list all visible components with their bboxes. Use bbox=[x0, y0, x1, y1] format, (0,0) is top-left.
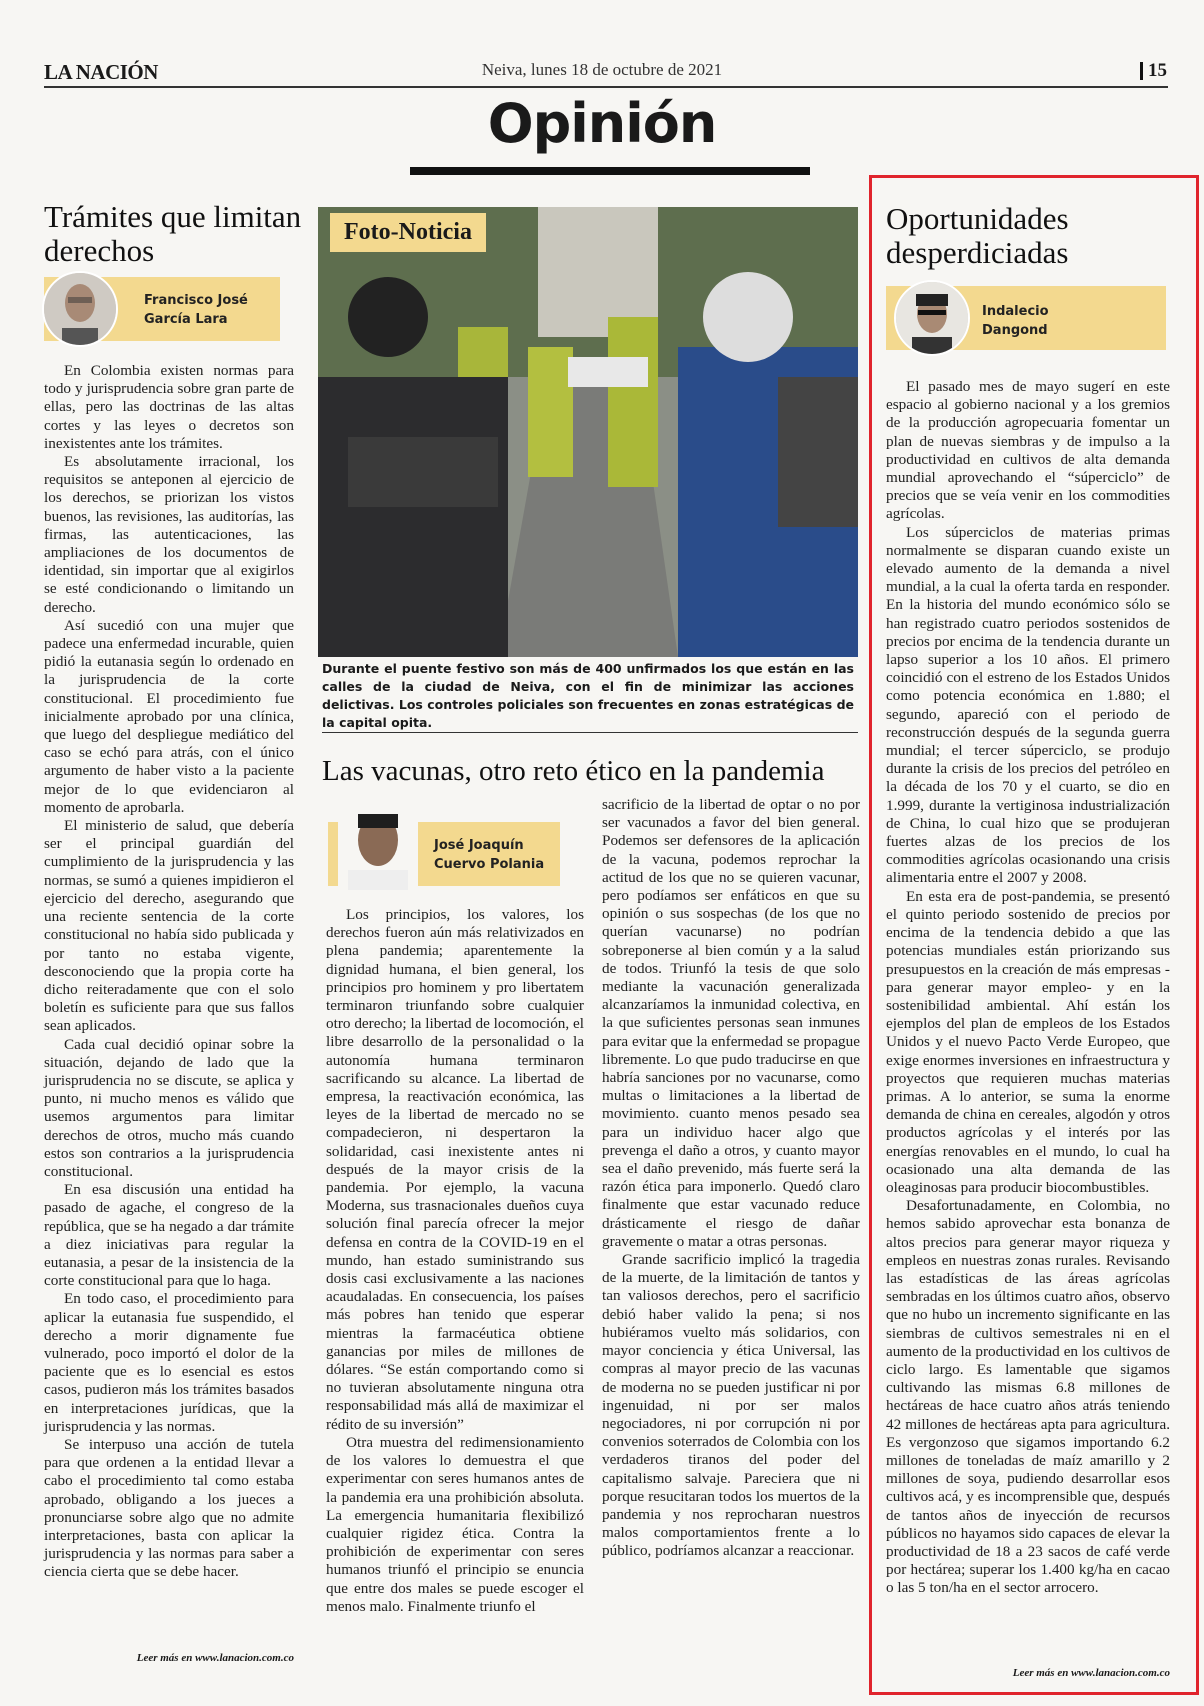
section-title: Opinión bbox=[487, 92, 717, 155]
header-rule bbox=[44, 86, 1168, 88]
right-article-title: Oportunidades desperdiciadas bbox=[886, 201, 1069, 270]
left-author-box bbox=[44, 277, 280, 341]
left-article-body bbox=[44, 362, 294, 1582]
left-article-title: Trámites que limitan derechos bbox=[44, 199, 302, 268]
middle-author-avatar bbox=[338, 804, 418, 890]
paragraph: sacrificio de la libertad de optar o no por ser vacunados a favor del bien general. Podemos ser defensores de la aplicación de la vacuna, podemos reprochar la actitud de los que no se quieren vacunar, pero podíamos ser enfáticos en que su opinión o sus sospechas (de los que no querían vacunarse) no podrían sobreponerse al bien común y a la salud de todos. Triunfó la tesis de que solo mediante la vacunación generalizada alcanzaríamos la inmunidad colectiva, en la que suficientes personas sean inmunes para evitar que la enfermedad se propague libremente. Lo que pudo traducirse en que habría sanciones por no vacunarse, como multas o limitaciones a la libertad de movimiento. cuanto menos pesado sea para un individuo hacer algo que prevenga el daño a otros, y cuanto mayor sea el daño prevenido, más fuerte será la razón ética para imponerlo. Quedó claro finalmente que estar vacunado reduce drásticamente el riesgo de dañar gravemente o matar a otras personas. bbox=[602, 796, 860, 1250]
news-photo bbox=[318, 207, 858, 657]
paragraph: Otra muestra del redimensionamiento de los valores lo demuestra el que experimentar con seres humanos antes de la pandemia era una prohibición absoluta. La emergencia humanitaria flexibilizó cualquier rigidez ética. Contra la prohibición de experimentar con seres humanos triunfó el principio se enuncia que entre dos males se puede escoger el menos malo. Finalmente triunfo el bbox=[326, 1433, 584, 1615]
left-author-first: Francisco José bbox=[144, 293, 248, 308]
paragraph: El ministerio de salud, que debería ser el principal guardián del cumplimiento de la jurisprudencia y las normas, se sumó a quienes impidieron el ejercicio del derecho, asegurando que una reciente sentencia de la corte constitucional no había sido publicada y por tanto no estaba vigente, desconociendo que la propia corte ha dicho reiteradamente que con el solo boletín es suficiente para que sus fallos sean aplicados. bbox=[44, 817, 294, 1035]
photo-caption: Durante el puente festivo son más de 400 unfirmados los que están en las calles de la ciudad de Neiva, con el fin de minimizar las acciones delictivas. Los controles policiales son frecuentes en zonas estratégicas de la capital opita. bbox=[322, 661, 854, 730]
middle-author-box bbox=[328, 822, 560, 886]
page-number: 15 bbox=[1140, 62, 1167, 80]
right-author-first: Indalecio bbox=[982, 304, 1049, 319]
middle-author-first: José Joaquín bbox=[434, 838, 524, 853]
paragraph: Los súperciclos de materias primas normalmente se disparan cuando existe un elevado aumento de la demanda a nivel mundial, a la cual la oferta tarda en responder. En la historia del mundo económico sólo se han registrado cuatro periodos sostenidos de precios por encima de la tendencia durante un lapso superior a los 10 años. El primero coincidió con el estreno de los Estados Unidos como potencia económica en 1.880; el segundo, apareció con el periodo de reconstrucción después de la segunda guerra mundial; el tercer súperciclo, se produjo durante la crisis de los precios del petróleo en la década de los 70 y el cuarto, se dio en 1.999, durante la vertiginosa industrialización de China, lo cual hizo que se produjeran fuertes alzas de los precios de los commodities agrícolas ocasionando una crisis alimentaria entre el 2007 y 2008. bbox=[886, 523, 1170, 887]
paragraph: Cada cual decidió opinar sobre la situación, dejando de lado que la jurisprudencia no se discute, se aplica y punto, ni mucho menos es válido que usemos argumentos para limitar derechos de otros, mucho más cuando estos son contrarios a la jurisprudencia constitucional. bbox=[44, 1035, 294, 1180]
dateline: Neiva, lunes 18 de octubre de 2021 bbox=[481, 60, 723, 79]
paragraph: En Colombia existen normas para todo y jurisprudencia sobre gran parte de ellas, pero las doctrinas de las altas cortes y las leyes o decretos son inexistentes ante los trámites. bbox=[44, 362, 294, 452]
paragraph: Grande sacrificio implicó la tragedia de la muerte, de la limitación de tantos y tan valiosos derechos, pero el sacrificio debió haber valido la pena; si nos hubiéramos vuelto más solidarios, con mayor conciencia y ética Universal, las compras al mayor precio de las vacunas de moderna no se pueden justificar ni por ingenuidad, ni por ser malos negociadores, ni por corrupción ni por convenios soterrados de Colombia con los verdaderos tiranos del poder del capitalismo salvaje. Pareciera que ni porque resucitaran todos los muertos de la pandemia y nos reprocharan nuestros malos comportamientos frente a lo público, podríamos alcanzar a reaccionar. bbox=[602, 1251, 860, 1560]
right-author-box bbox=[886, 286, 1166, 350]
middle-article-body-col1 bbox=[326, 906, 584, 1616]
left-read-more: Leer más en www.lanacion.com.co bbox=[136, 1652, 294, 1664]
right-author-avatar bbox=[894, 280, 970, 356]
section-rule bbox=[410, 167, 810, 175]
left-author-last: García Lara bbox=[144, 312, 228, 327]
paragraph: Es absolutamente irracional, los requisitos se anteponen al ejercicio de los derechos, se priorizan los vistos buenos, las revisiones, las auditorías, las firmas, las autenticaciones, las ampliaciones de los documentos de identidad, sin importar que al exigirlos se esté condicionando o limitando un derecho. bbox=[44, 453, 294, 616]
middle-article-title: Las vacunas, otro reto ético en la pandemia bbox=[322, 755, 825, 787]
middle-author-last: Cuervo Polania bbox=[434, 857, 545, 872]
middle-article-body-col2 bbox=[602, 796, 860, 1561]
right-article-body bbox=[886, 378, 1170, 1598]
paragraph: En esa discusión una entidad ha pasado de agache, el congreso de la república, que se ha negado a dar trámite a diez iniciativas para regular la eutanasia, a pesar de la insistencia de la corte constitucional para que lo haga. bbox=[44, 1181, 294, 1290]
left-author-avatar bbox=[42, 271, 118, 347]
right-author-last: Dangond bbox=[982, 323, 1048, 338]
right-read-more: Leer más en www.lanacion.com.co bbox=[1012, 1667, 1170, 1679]
masthead-logo: LA NACIÓN bbox=[44, 60, 158, 84]
paragraph: Los principios, los valores, los derechos fueron aún más relativizados en plena pandemia; aparentemente la dignidad humana, el bien general, los principios pro hominem y pro libertatem terminaron triunfando sobre cualquier otro derecho; la libertad de locomoción, el libre desarrollo de la personalidad o la autonomía humana terminaron sacrificando su alcance. La libertad de empresa, la reactivación económica, las leyes de la libertad de mercado no se compadecieron, ni despertaron la solidaridad, casi inexistente antes ni después de la mayor crisis de la pandemia. Por ejemplo, la vacuna Moderna, sus trasnacionales dueños cuya solución final parecía ofrecer la mejor defensa en contra de la COVID-19 en el mundo, han estado suministrando sus dosis casi exclusivamente a las naciones acaudaladas. En consecuencia, los países más pobres han tenido que esperar mientras la farmacéutica obtiene ganancias por miles de millones de dólares. “Se están comportando como si no tuvieran absolutamente ninguna otra responsabilidad más allá de maximizar el rédito de su inversión” bbox=[326, 906, 584, 1433]
photo-news-tag: Foto-Noticia bbox=[330, 213, 486, 252]
paragraph: En esta era de post-pandemia, se presentó el quinto periodo sostenido de precios por encima de la tendencia debido a que las potencias mundiales están priorizando sus presupuestos en la creación de más empresas -para generar mayor empleo- y en la sostenibilidad ambiental. Ahí están los ejemplos del plan de empleos de los Estados Unidos y el nuevo Pacto Verde Europeo, que exige enormes inversiones en infraestructura y proyectos que requieren muchas materias primas. A lo anterior, se suma la enorme demanda de china en cereales, algodón y otros productos agrícolas y el interés por las energías renovables en el mundo, lo cual ha ocasionado una alta demanda de las oleaginosas para producir biocombustibles. bbox=[886, 887, 1170, 1196]
paragraph: El pasado mes de mayo sugerí en este espacio al gobierno nacional y a los gremios de la producción agropecuaria fomentar un plan de nuevas siembras y de impulso a la productividad en cultivos de alta demanda mundial aprovechando el “súperciclo” de precios que se veía venir en los commodities agrícolas. bbox=[886, 378, 1170, 523]
paragraph: En todo caso, el procedimiento para aplicar la eutanasia fue suspendido, el derecho a morir dignamente fue vulnerado, poco importó el dolor de la paciente que es lo esencial es estos casos, pudieron más los trámites basados en interpretaciones jurídicas, que la jurisprudencia y las normas. bbox=[44, 1290, 294, 1435]
paragraph: Así sucedió con una mujer que padece una enfermedad incurable, quien pidió la eutanasia según lo ordenado en la jurisprudencia de la corte constitucional. El procedimiento fue inicialmente aprobado por una clínica, que luego del despliegue mediático del caso se echó para atrás, con el único argumento de haber visto a la paciente mejor de lo que evidenciaron al momento de aprobarla. bbox=[44, 616, 294, 816]
paragraph: Desafortunadamente, en Colombia, no hemos sabido aprovechar esta bonanza de altos precios para generar mayor riqueza y empleos en nuestras zonas rurales. Revisando las estadísticas de las áreas agrícolas sembradas en los últimos cuatro años, observo que no hubo un incremento significante en las siembras de cultivos semestrales ni en el aumento de la productividad en los cultivos de ciclo largo. Es lamentable que sigamos cultivando las mismas 6.8 millones de hectáreas de hace cuatro años atrás teniendo 42 millones de hectáreas apta para agricultura. Es vergonzoso que sigamos importando 6.2 millones de toneladas de maíz amarillo y 2 millones de soya, pudiendo desarrollar esos cultivos acá, y es incomprensible que, después de tantos años de inyección de recursos públicos no hayamos sido capaces de elevar la productividad de 18 a 23 sacos de café verde por hectárea; superar los 1.400 kg/ha en cacao o las 5 ton/ha en el sector arrocero. bbox=[886, 1197, 1170, 1597]
caption-rule bbox=[322, 732, 858, 733]
paragraph: Se interpuso una acción de tutela para que ordenen a la entidad llevar a cabo el procedimiento tal como estaba aprobado, obligando a los jueces a pronunciarse sobre algo que no admite interpretaciones, basta con aplicar la jurisprudencia y las normas para saber a ciencia cierta que se debe hacer. bbox=[44, 1435, 294, 1581]
